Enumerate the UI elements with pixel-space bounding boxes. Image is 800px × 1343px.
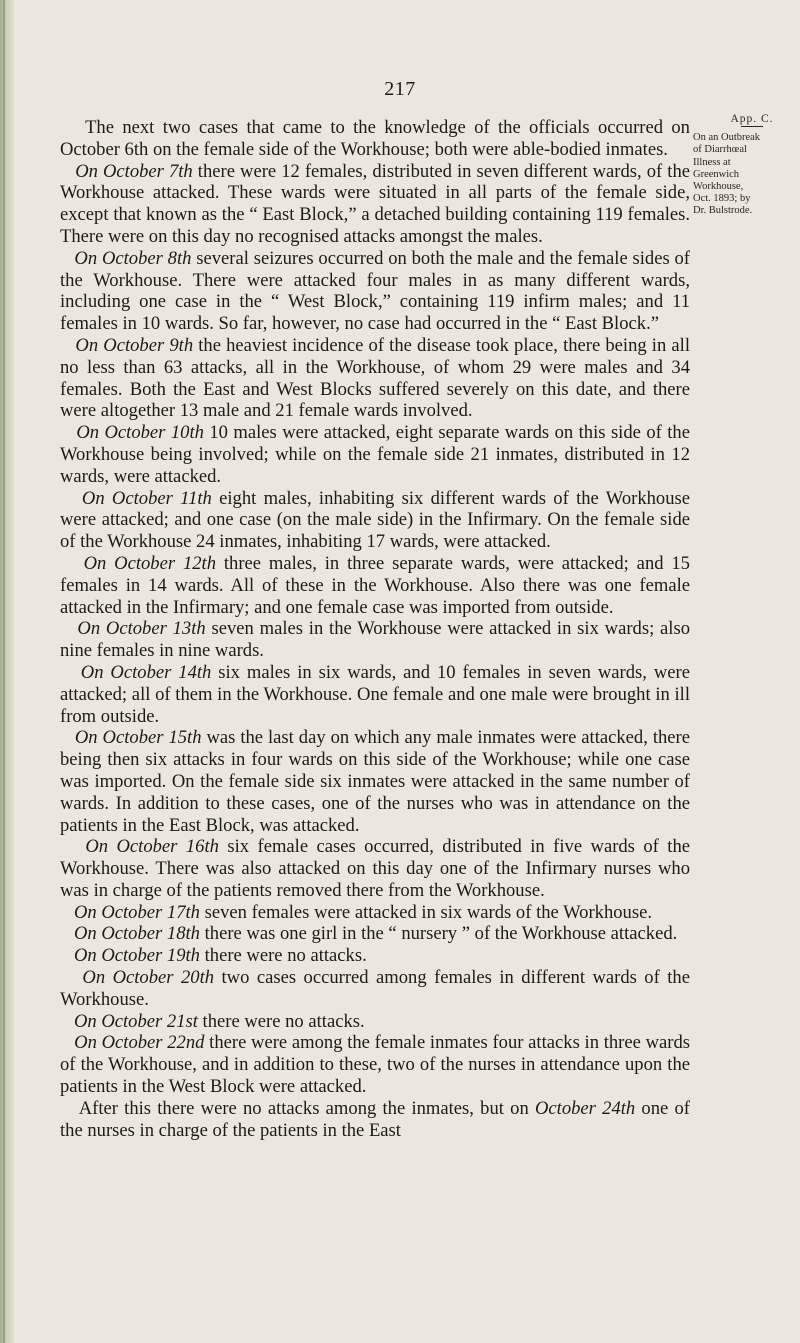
- margin-note-line: Greenwich: [693, 168, 740, 180]
- paragraph-date: On October 12th: [83, 552, 216, 574]
- margin-note-line: Workhouse,: [693, 181, 744, 193]
- paragraph-date: On October 16th: [85, 836, 219, 858]
- page-binding-edge: [0, 0, 14, 1343]
- paragraph-date: On October 7th: [75, 160, 193, 182]
- paragraph-date: On October 14th: [80, 661, 212, 683]
- paragraph-text: there were no attacks.: [199, 945, 367, 967]
- paragraph-text: there were 12 females, distributed in seven different wards, of the Workhouse attacked. These wards were situated in all parts of the female side, except that known as the “ East Block,” a detached building containing 119 females. There were on this day no recognised attacks amongst the males.: [60, 160, 691, 247]
- paragraph: [60, 422, 690, 487]
- paragraph: [60, 117, 690, 161]
- paragraph-text: eight males, inhabiting six different wards of the Workhouse were attacked; and one case (on the male side) in the Infirmary. On the female side of the Workhouse 24 inmates, inhabiting 17 wards, were attacked.: [60, 487, 690, 553]
- paragraph-date: On October 20th: [82, 967, 215, 989]
- paragraph-date: On October 22nd: [74, 1032, 205, 1054]
- paragraph: [60, 1098, 690, 1142]
- margin-note: [693, 113, 797, 218]
- paragraph-text: there were no attacks.: [197, 1010, 365, 1032]
- appendix-label: App. C.: [693, 113, 797, 127]
- margin-note-line: Oct. 1893; by: [693, 193, 751, 205]
- paragraph: [60, 161, 690, 248]
- paragraph: [60, 618, 690, 662]
- paragraph-date: On October 8th: [74, 247, 192, 269]
- margin-note-line: On an Outbreak: [693, 132, 761, 144]
- paragraph-date: On October 18th: [73, 923, 200, 945]
- paragraph: [60, 923, 690, 945]
- paragraph: [60, 836, 690, 901]
- paragraph-text: After this there were no attacks among the inmates, but on: [78, 1097, 535, 1119]
- paragraph-date: October 24th: [534, 1097, 636, 1119]
- margin-note-line: Illness at: [693, 156, 731, 168]
- paragraph-text: one of the nurses in charge of the patients in the East: [60, 1097, 690, 1141]
- paragraph-text: seven males in the Workhouse were attacked in six wards; also nine females in nine wards.: [60, 618, 690, 662]
- paragraph: [60, 553, 690, 618]
- paragraph-text: six female cases occurred, distributed in five wards of the Workhouse. There was also attacked on this day one of the Infirmary nurses who was in charge of the patients removed there from the Workhouse.: [60, 836, 691, 901]
- paragraph-text: two cases occurred among females in different wards of the Workhouse.: [60, 967, 690, 1010]
- margin-note-line: Dr. Bulstrode.: [693, 205, 753, 217]
- paragraph-text: there was one girl in the “ nursery ” of the Workhouse attacked.: [199, 923, 678, 945]
- margin-note-line: of Diarrhœal: [693, 144, 747, 156]
- paragraph-text: seven females were attacked in six wards of the Workhouse.: [199, 901, 652, 923]
- paragraph-text: 10 males were attacked, eight separate wards on this side of the Workhouse being involved; while on the female side 21 inmates, distributed in 12 wards, were attacked.: [60, 422, 690, 487]
- paragraph-date: On October 21st: [73, 1010, 198, 1032]
- paragraph-date: On October 13th: [77, 618, 206, 640]
- paragraph: [60, 1011, 690, 1033]
- paragraph-date: On October 9th: [75, 334, 194, 356]
- paragraph-text: there were among the female inmates four attacks in three wards of the Workhouse, and in addition to these, two of the nurses in attendance upon the patients in the West Block were attacked.: [60, 1032, 690, 1098]
- paragraph-text: was the last day on which any male inmates were attacked, there being then six attacks in four wards on this side of the Workhouse; while one case was imported. On the female side six inmates were attacked in the same number of wards. In addition to these cases, one of the nurses who was in attendance on the patients in the East Block, was attacked.: [60, 727, 690, 836]
- paragraph: [60, 967, 690, 1011]
- body-text: [60, 117, 690, 1141]
- paragraph-text: The next two cases that came to the knowledge of the officials occurred on October 6th on the female side of the Workhouse; both were able-bodied inmates.: [60, 117, 690, 160]
- paragraph: [60, 902, 690, 924]
- paragraph: [60, 945, 690, 967]
- paragraph-text: several seizures occurred on both the male and the female sides of the Workhouse. There were attacked four males in as many different wards, including one case in the “ West Block,” containing 119 infirm males; and 11 females in 10 wards. So far, however, no case had occurred in the “ East Block.”: [60, 247, 690, 335]
- paragraph: [60, 1032, 690, 1097]
- paragraph-date: On October 10th: [76, 422, 204, 444]
- paragraph-date: On October 11th: [81, 487, 212, 509]
- paragraph: [60, 662, 690, 727]
- paragraph: [60, 488, 690, 553]
- page-number: 217: [384, 78, 416, 100]
- paragraph: [60, 335, 690, 422]
- paragraph-date: On October 19th: [73, 945, 200, 967]
- paragraph-text: the heaviest incidence of the disease took place, there being in all no less than 63 attacks, all in the Workhouse, of whom 29 were males and 34 females. Both the East and West Blocks suffered severely on this date, and there were altogether 13 male and 21 female wards involved.: [60, 334, 690, 422]
- paragraph-text: three males, in three separate wards, were attacked; and 15 females in 14 wards. All of these in the Workhouse. Also there was one female attacked in the Infirmary; and one female case was imported from outside.: [60, 552, 690, 618]
- paragraph-date: On October 15th: [74, 727, 202, 749]
- paragraph-text: six males in six wards, and 10 females in seven wards, were attacked; all of them in the Workhouse. One female and one male were brought in ill from outside.: [60, 661, 690, 727]
- paragraph: [60, 248, 690, 335]
- paragraph: [60, 727, 690, 836]
- paragraph-date: On October 17th: [73, 901, 200, 923]
